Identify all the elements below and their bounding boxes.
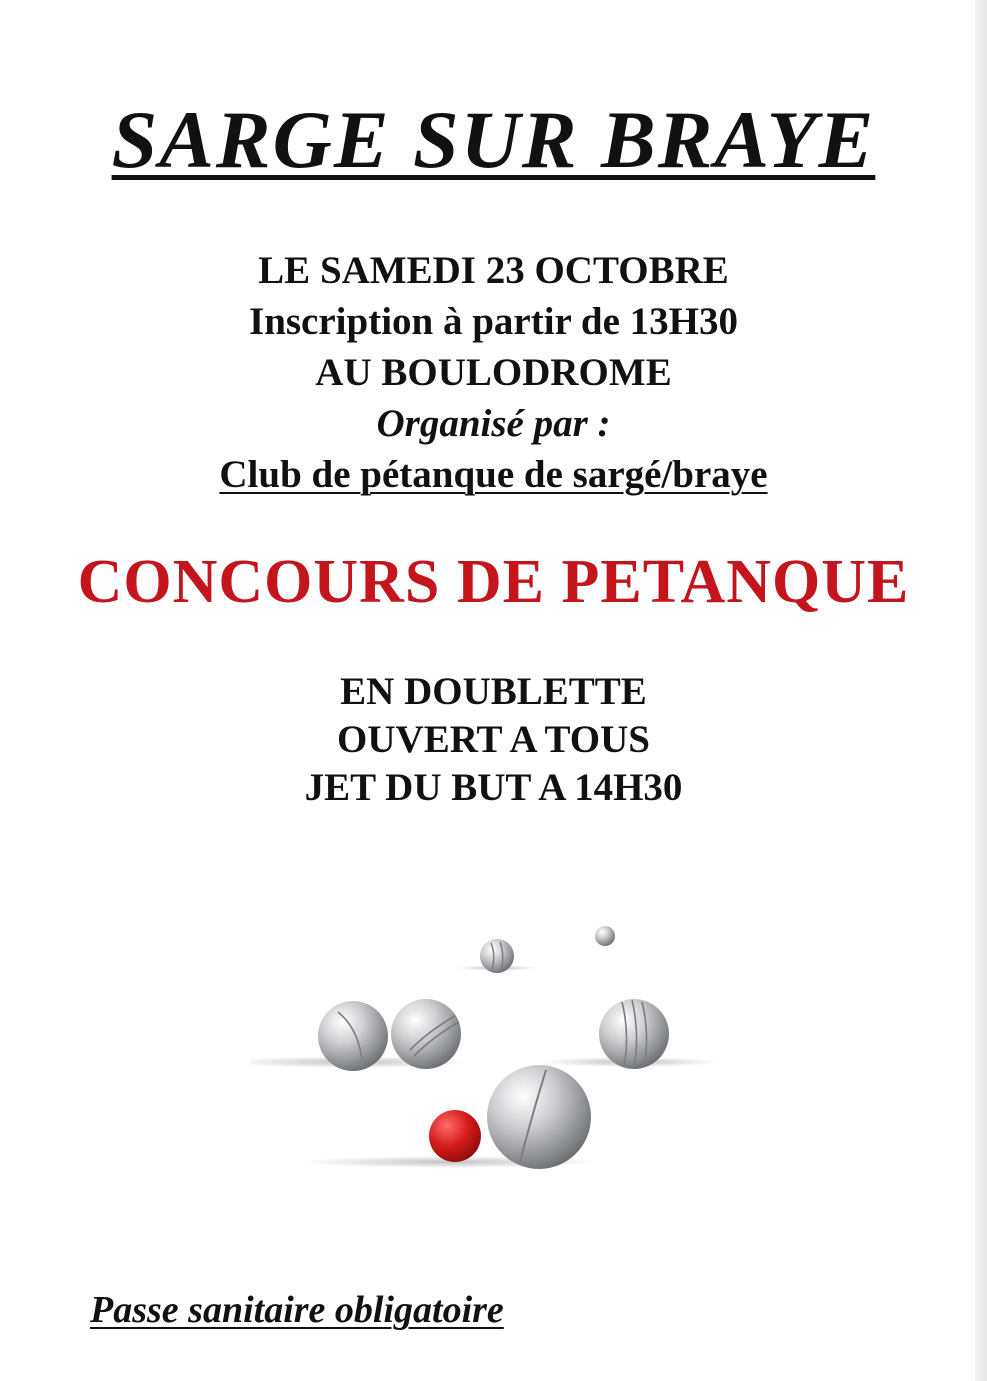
jack-cochonnet (429, 1110, 481, 1162)
health-pass-notice: Passe sanitaire obligatoire (90, 1289, 504, 1331)
event-open: OUVERT A TOUS (337, 718, 650, 761)
event-info (0, 245, 987, 500)
petanque-balls-illustration (250, 910, 730, 1190)
boule-far (480, 939, 514, 973)
event-registration: Inscription à partir de 13H30 (249, 300, 738, 343)
boule-center-left (391, 999, 461, 1069)
event-date: LE SAMEDI 23 OCTOBRE (258, 249, 729, 292)
organized-by-label: Organisé par : (376, 402, 611, 445)
boule-far-small (595, 926, 615, 946)
event-headline: CONCOURS DE PETANQUE (77, 548, 910, 616)
poster-title: SARGE SUR BRAYE (111, 94, 876, 185)
event-start: JET DU BUT A 14H30 (304, 766, 683, 809)
organizer-name: Club de pétanque de sargé/braye (219, 453, 768, 496)
event-details (0, 668, 987, 812)
boule-left (318, 1001, 388, 1071)
event-location: AU BOULODROME (315, 351, 672, 394)
event-format: EN DOUBLETTE (340, 670, 647, 713)
boule-front (487, 1065, 591, 1169)
